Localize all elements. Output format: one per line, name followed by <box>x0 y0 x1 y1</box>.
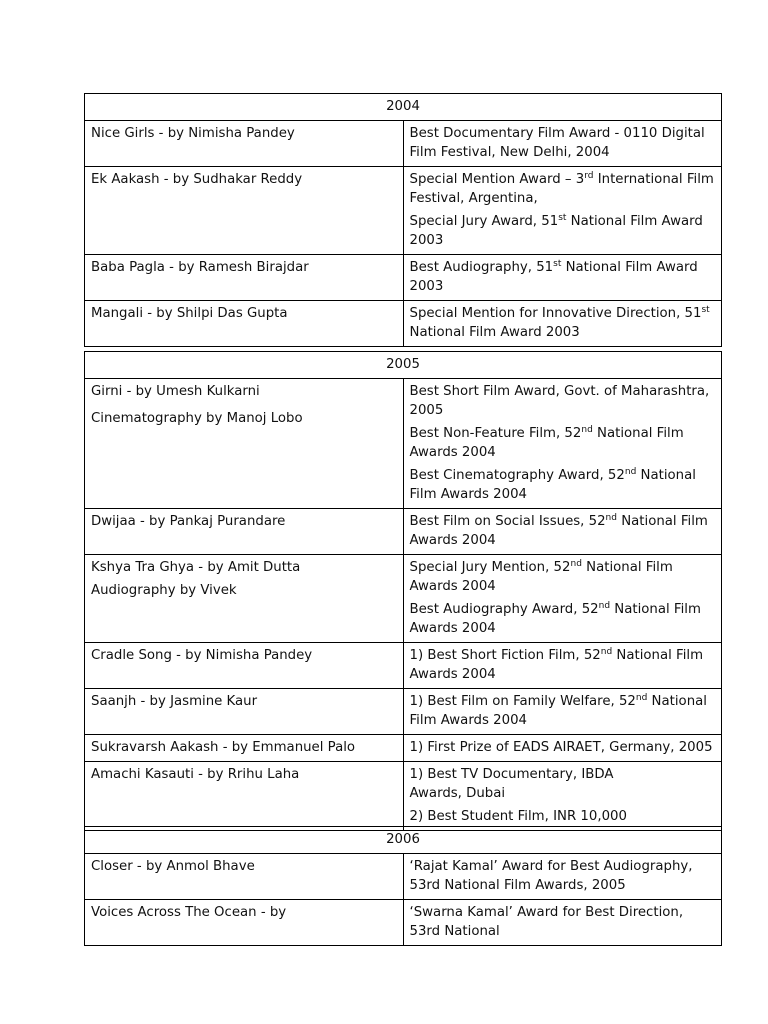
ordinal-suffix: st <box>701 305 710 315</box>
table-row <box>85 379 722 509</box>
year-heading: 2004 <box>85 94 722 121</box>
table-row <box>85 643 722 689</box>
award-entry <box>410 382 716 420</box>
table-row <box>85 689 722 735</box>
film-credit-line: Saanjh - by Jasmine Kaur <box>91 694 258 709</box>
award-text: Best Film on Social Issues, 52 <box>409 514 606 529</box>
award-text: National Film Awards 2004 <box>409 694 707 728</box>
award-text: National Film Award 2003 <box>409 260 698 294</box>
film-credit-line: Sukravarsh Aakash - by Emmanuel Palo <box>91 740 356 755</box>
award-text: National Film Awards 2004 <box>409 426 684 460</box>
award-text: National Film Award 2003 <box>409 214 703 248</box>
ordinal-suffix: nd <box>570 559 582 569</box>
award-cell <box>403 121 722 167</box>
award-entry <box>410 600 716 638</box>
award-cell <box>403 555 722 643</box>
award-text: Special Mention Award – 3 <box>409 172 585 187</box>
ordinal-suffix: nd <box>598 601 611 611</box>
award-entry <box>410 170 716 208</box>
award-entry <box>410 738 716 757</box>
film-title-cell <box>85 167 404 255</box>
award-entry <box>410 903 716 941</box>
film-title-cell <box>85 379 404 509</box>
line-spacer <box>91 401 397 409</box>
award-text: ‘Swarna Kamal’ Award for Best Direction, 53rd National <box>409 905 684 939</box>
ordinal-suffix: nd <box>635 693 648 703</box>
award-text: National Film Awards 2004 <box>409 648 704 682</box>
award-text: National Film Awards 2004 <box>409 602 701 636</box>
film-title-cell <box>85 689 404 735</box>
award-text: 1) First Prize of EADS AIRAET, Germany, 2005 <box>409 740 713 755</box>
table-row <box>85 167 722 255</box>
award-cell <box>403 167 722 255</box>
award-cell <box>403 689 722 735</box>
year-header-row <box>85 827 722 854</box>
award-text: 1) Best TV Documentary, IBDA <box>409 767 614 782</box>
ordinal-suffix: st <box>553 259 562 269</box>
award-cell <box>403 301 722 347</box>
award-cell <box>403 900 722 946</box>
year-heading: 2006 <box>85 827 722 854</box>
award-entry <box>410 424 716 462</box>
award-text: Best Audiography Award, 52 <box>409 602 599 617</box>
award-entry <box>410 692 716 730</box>
award-entry <box>410 646 716 684</box>
award-text: International Film Festival, Argentina, <box>409 172 714 206</box>
award-text: 1) Best Short Fiction Film, 52 <box>409 648 601 663</box>
film-credit-line: Kshya Tra Ghya - by Amit Dutta <box>91 560 301 575</box>
table-row <box>85 255 722 301</box>
award-entry <box>410 212 716 250</box>
film-credit-line: Ek Aakash - by Sudhakar Reddy <box>91 172 303 187</box>
award-text: Special Mention for Innovative Direction, 51 <box>409 306 702 321</box>
ordinal-suffix: nd <box>624 467 637 477</box>
table-row <box>85 509 722 555</box>
ordinal-suffix: st <box>558 213 567 223</box>
award-cell <box>403 255 722 301</box>
table-row <box>85 900 722 946</box>
award-entry <box>410 258 716 296</box>
award-entry <box>410 124 716 162</box>
table-row <box>85 301 722 347</box>
film-credit-line: Cradle Song - by Nimisha Pandey <box>91 648 313 663</box>
award-text: Best Documentary Film Award - 0110 Digital Film Festival, New Delhi, 2004 <box>409 126 705 160</box>
ordinal-suffix: rd <box>584 171 594 181</box>
film-credit-line: Closer - by Anmol Bhave <box>91 859 255 874</box>
film-credit-line: Girni - by Umesh Kulkarni <box>91 384 260 399</box>
award-text: Special Jury Award, 51 <box>409 214 559 229</box>
award-entry <box>410 857 716 895</box>
awards-table-2005 <box>84 351 722 831</box>
award-cell <box>403 643 722 689</box>
award-entry <box>410 807 716 826</box>
award-text: Special Jury Mention, 52 <box>409 560 571 575</box>
award-cell <box>403 762 722 831</box>
award-text: National Film Awards 2004 <box>409 560 673 594</box>
award-text: National Film Awards 2004 <box>409 514 708 548</box>
film-title-cell <box>85 854 404 900</box>
film-credit-line: Amachi Kasauti - by Rrihu Laha <box>91 767 300 782</box>
award-text: Best Audiography, 51 <box>409 260 554 275</box>
ordinal-suffix: nd <box>600 647 613 657</box>
film-credit-line: Cinematography by Manoj Lobo <box>91 411 303 426</box>
award-entry <box>410 512 716 550</box>
table-row <box>85 854 722 900</box>
award-entry <box>410 765 716 803</box>
award-text: National Film Award 2003 <box>409 325 580 340</box>
film-credit-line: Baba Pagla - by Ramesh Birajdar <box>91 260 309 275</box>
film-title-cell <box>85 762 404 831</box>
year-header-row <box>85 352 722 379</box>
award-text: Best Non-Feature Film, 52 <box>409 426 582 441</box>
award-text: National Film Awards 2004 <box>409 468 696 502</box>
award-text: ‘Rajat Kamal’ Award for Best Audiography, 53rd National Film Awards, 2005 <box>409 859 693 893</box>
award-text: Awards, Dubai <box>409 786 506 801</box>
film-credit-line: Audiography by Vivek <box>91 583 237 598</box>
award-entry <box>410 558 716 596</box>
table-row <box>85 555 722 643</box>
award-entry <box>410 304 716 342</box>
award-cell <box>403 854 722 900</box>
award-text: 1) Best Film on Family Welfare, 52 <box>409 694 636 709</box>
award-cell <box>403 509 722 555</box>
award-entry <box>410 466 716 504</box>
awards-table-2006 <box>84 826 722 946</box>
film-title-cell <box>85 555 404 643</box>
ordinal-suffix: nd <box>605 513 617 523</box>
award-text: Best Cinematography Award, 52 <box>409 468 625 483</box>
table-row <box>85 735 722 762</box>
film-title-cell <box>85 900 404 946</box>
table-row <box>85 121 722 167</box>
film-title-cell <box>85 301 404 347</box>
award-text: Best Short Film Award, Govt. of Maharashtra, 2005 <box>409 384 710 418</box>
film-credit-line: Nice Girls - by Nimisha Pandey <box>91 126 295 141</box>
film-title-cell <box>85 643 404 689</box>
film-credit-line: Dwijaa - by Pankaj Purandare <box>91 514 286 529</box>
award-text: 2) Best Student Film, INR 10,000 <box>409 809 627 824</box>
ordinal-suffix: nd <box>581 425 593 435</box>
film-title-cell <box>85 255 404 301</box>
award-cell <box>403 735 722 762</box>
film-credit-line: Voices Across The Ocean - by <box>91 905 287 920</box>
film-credit-line: Mangali - by Shilpi Das Gupta <box>91 306 288 321</box>
year-heading: 2005 <box>85 352 722 379</box>
film-title-cell <box>85 735 404 762</box>
awards-table-2004 <box>84 93 722 347</box>
table-row <box>85 762 722 831</box>
film-title-cell <box>85 509 404 555</box>
year-header-row <box>85 94 722 121</box>
film-title-cell <box>85 121 404 167</box>
award-cell <box>403 379 722 509</box>
